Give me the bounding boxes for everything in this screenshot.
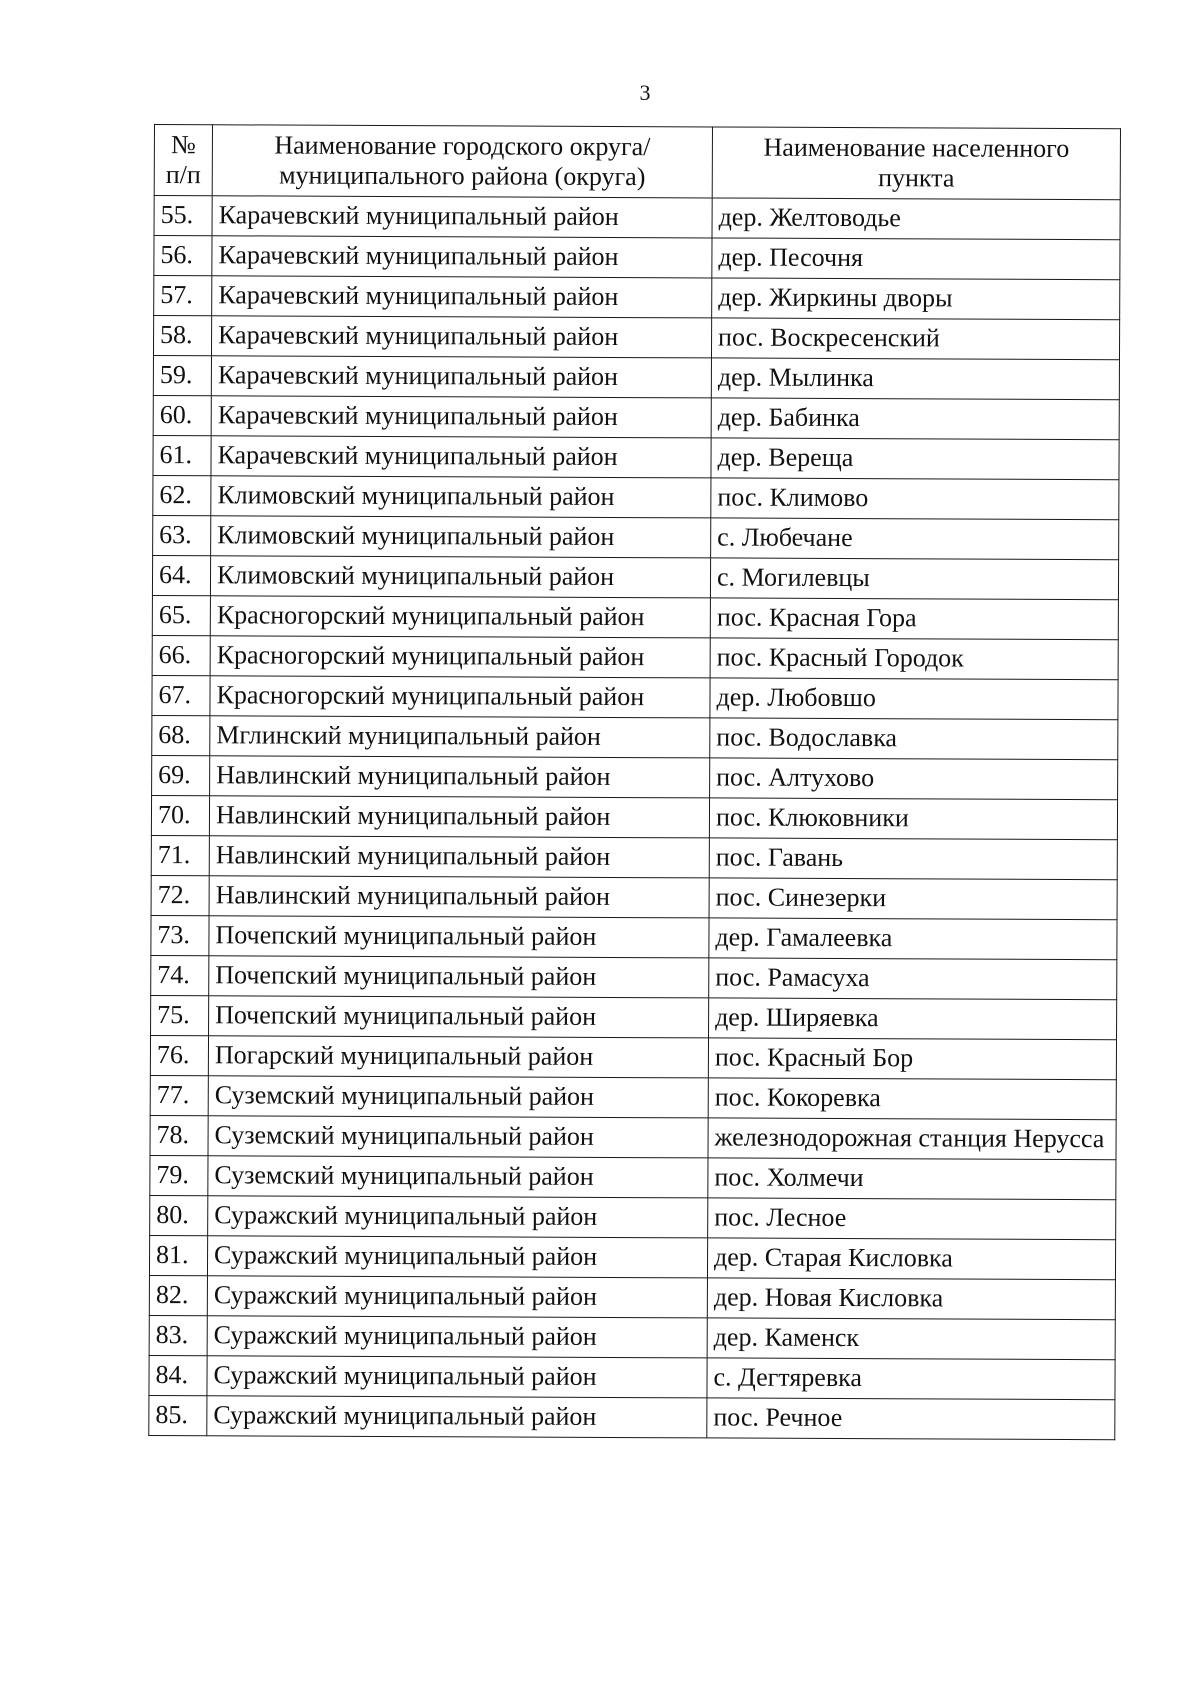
row-district: Навлинский муниципальный район (210, 756, 710, 798)
settlements-table (148, 124, 1121, 1440)
row-place: железнодорожная станция Нерусса (708, 1118, 1116, 1160)
row-district: Карачевский муниципальный район (211, 316, 711, 358)
row-number: 56. (154, 236, 212, 276)
row-place: дер. Желтоводье (712, 198, 1120, 240)
table-row (154, 196, 1120, 240)
row-district: Суражский муниципальный район (207, 1236, 707, 1278)
row-place: дер. Старая Кисловка (707, 1238, 1115, 1280)
table-row (151, 995, 1117, 1039)
row-number: 75. (151, 995, 209, 1035)
row-number: 74. (151, 955, 209, 995)
table-row (150, 1155, 1116, 1199)
table-row (151, 875, 1117, 919)
row-place: пос. Клюковники (709, 798, 1117, 840)
table-row (151, 915, 1117, 959)
row-district: Карачевский муниципальный район (212, 196, 712, 238)
row-number: 69. (152, 755, 210, 795)
header-row (154, 125, 1120, 200)
row-district: Почепский муниципальный район (209, 916, 709, 958)
row-number: 79. (150, 1155, 208, 1195)
row-place: дер. Любовшо (710, 678, 1118, 720)
row-number: 59. (153, 355, 211, 395)
header-district (212, 125, 712, 198)
header-number-line-2: п/п (165, 160, 201, 190)
row-place: пос. Красная Гора (710, 598, 1118, 640)
row-place: дер. Жиркины дворы (712, 278, 1120, 320)
row-number: 77. (150, 1075, 208, 1115)
table-row (152, 555, 1118, 599)
table-row (149, 1355, 1115, 1399)
row-number: 71. (151, 835, 209, 875)
table-row (154, 276, 1120, 320)
header-place (712, 127, 1120, 200)
row-place: дер. Песочня (712, 238, 1120, 280)
row-place: пос. Алтухово (710, 758, 1118, 800)
row-number: 84. (149, 1355, 207, 1395)
row-place: пос. Красный Бор (708, 1038, 1116, 1080)
row-district: Суземский муниципальный район (208, 1076, 708, 1118)
row-number: 73. (151, 915, 209, 955)
row-place: пос. Водославка (710, 718, 1118, 760)
row-place: пос. Речное (707, 1398, 1115, 1440)
table-row (150, 1075, 1116, 1119)
row-place: пос. Кокоревка (708, 1078, 1116, 1120)
table-row (150, 1195, 1116, 1239)
row-place: пос. Холмечи (708, 1158, 1116, 1200)
table-row (153, 475, 1119, 519)
table-row (152, 755, 1118, 799)
row-district: Красногорский муниципальный район (210, 636, 710, 678)
row-district: Суражский муниципальный район (207, 1276, 707, 1318)
row-number: 78. (150, 1115, 208, 1155)
row-district: Карачевский муниципальный район (211, 436, 711, 478)
row-place: дер. Ширяевка (709, 998, 1117, 1040)
row-number: 72. (151, 875, 209, 915)
table-body (149, 196, 1120, 1440)
table-row (151, 835, 1117, 879)
table-row (150, 1035, 1116, 1079)
row-district: Навлинский муниципальный район (209, 796, 709, 838)
row-number: 68. (152, 715, 210, 755)
row-district: Мглинский муниципальный район (210, 716, 710, 758)
row-number: 80. (150, 1195, 208, 1235)
row-number: 65. (152, 595, 210, 635)
row-district: Красногорский муниципальный район (210, 596, 710, 638)
row-number: 67. (152, 675, 210, 715)
row-number: 61. (153, 435, 211, 475)
row-place: дер. Мылинка (711, 358, 1119, 400)
row-number: 85. (149, 1395, 207, 1435)
row-district: Климовский муниципальный район (211, 476, 711, 518)
row-district: Погарский муниципальный район (208, 1036, 708, 1078)
row-district: Суражский муниципальный район (207, 1356, 707, 1398)
table-row (153, 316, 1119, 360)
row-number: 60. (153, 395, 211, 435)
row-number: 66. (152, 635, 210, 675)
row-district: Климовский муниципальный район (211, 516, 711, 558)
row-number: 83. (149, 1315, 207, 1355)
table-row (149, 1235, 1115, 1279)
row-place: дер. Бабинка (711, 398, 1119, 440)
row-place: с. Дегтяревка (707, 1358, 1115, 1400)
page-number: 3 (639, 80, 651, 105)
row-district: Карачевский муниципальный район (211, 356, 711, 398)
table-row (151, 795, 1117, 839)
row-district: Суземский муниципальный район (208, 1116, 708, 1158)
row-number: 64. (152, 555, 210, 595)
row-place: пос. Гавань (709, 838, 1117, 880)
row-district: Навлинский муниципальный район (209, 836, 709, 878)
table-row (152, 715, 1118, 759)
table-row (149, 1395, 1115, 1439)
table-row (152, 595, 1118, 639)
row-place: пос. Воскресенский (711, 318, 1119, 360)
header-number-line-1: № (170, 130, 196, 160)
row-place: дер. Каменск (707, 1318, 1115, 1360)
row-number: 63. (153, 515, 211, 555)
header-district-line-2: муниципального района (округа) (279, 160, 646, 192)
table-header (154, 125, 1120, 200)
row-place: пос. Синезерки (709, 878, 1117, 920)
table-row (150, 1115, 1116, 1159)
row-district: Карачевский муниципальный район (212, 276, 712, 318)
row-district: Почепский муниципальный район (209, 956, 709, 998)
row-number: 81. (149, 1235, 207, 1275)
table-row (153, 395, 1119, 439)
row-number: 57. (154, 276, 212, 316)
table-row (153, 435, 1119, 479)
header-district-line-1: Наименование городского округа/ (274, 130, 651, 162)
table-row (154, 236, 1120, 280)
table-row (149, 1315, 1115, 1359)
row-place: пос. Климово (711, 478, 1119, 520)
row-number: 55. (154, 196, 212, 236)
row-district: Карачевский муниципальный район (212, 236, 712, 278)
header-number (154, 125, 212, 196)
header-place-line-2: пункта (878, 163, 955, 193)
row-place: пос. Красный Городок (710, 638, 1118, 680)
row-place: пос. Рамасуха (709, 958, 1117, 1000)
row-number: 70. (151, 795, 209, 835)
row-district: Суражский муниципальный район (207, 1316, 707, 1358)
row-number: 58. (153, 316, 211, 356)
row-district: Суражский муниципальный район (208, 1196, 708, 1238)
row-number: 62. (153, 475, 211, 515)
row-district: Красногорский муниципальный район (210, 676, 710, 718)
row-district: Суражский муниципальный район (207, 1396, 707, 1438)
row-district: Климовский муниципальный район (210, 556, 710, 598)
row-district: Навлинский муниципальный район (209, 876, 709, 918)
row-place: с. Могилевцы (710, 558, 1118, 600)
row-number: 76. (150, 1035, 208, 1075)
row-place: дер. Гамалеевка (709, 918, 1117, 960)
row-district: Суземский муниципальный район (208, 1156, 708, 1198)
row-place: дер. Новая Кисловка (707, 1278, 1115, 1320)
row-district: Почепский муниципальный район (209, 996, 709, 1038)
row-district: Карачевский муниципальный район (211, 396, 711, 438)
table-row (151, 955, 1117, 999)
row-place: с. Любечане (711, 518, 1119, 560)
row-place: пос. Лесное (708, 1198, 1116, 1240)
table-row (152, 635, 1118, 679)
table-row (153, 355, 1119, 399)
table-row (153, 515, 1119, 559)
table-row (149, 1275, 1115, 1319)
row-place: дер. Вереща (711, 438, 1119, 480)
table-row (152, 675, 1118, 719)
header-place-line-1: Наименование населенного (763, 132, 1070, 163)
row-number: 82. (149, 1275, 207, 1315)
